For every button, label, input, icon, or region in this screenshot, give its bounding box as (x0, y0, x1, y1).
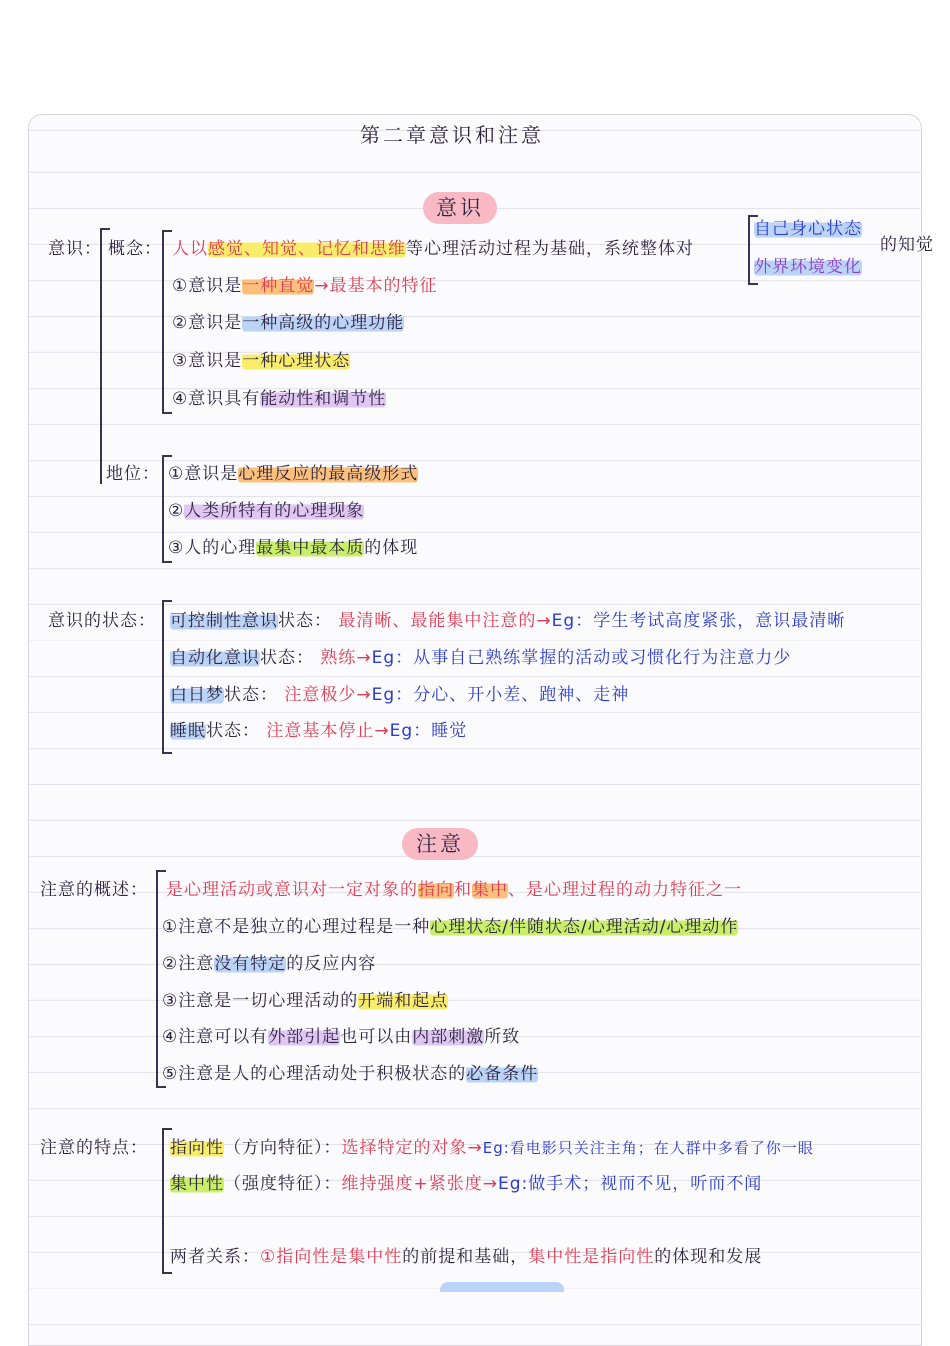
concept-suffix: 的知觉 (880, 235, 934, 255)
state-row-4: 睡眠状态： 注意基本停止→Eg：睡觉 (170, 721, 468, 741)
state-row-1: 可控制性意识状态： 最清晰、最能集中注意的→Eg：学生考试高度紧张，意识最清晰 (170, 611, 846, 631)
object-self-state: 自己身心状态 (754, 219, 862, 239)
concept-label: 概念： (108, 239, 162, 259)
state-row-3: 白日梦状态： 注意极少→Eg：分心、开小差、跑神、走神 (170, 685, 630, 705)
concept-definition: 人以感觉、知觉、记忆和思维等心理活动过程为基础，系统整体对 (172, 239, 694, 259)
page-title: 第二章意识和注意 (360, 123, 544, 147)
section-pill-consciousness: 意识 (423, 192, 497, 224)
overview-definition: 是心理活动或意识对一定对象的指向和集中、是心理过程的动力特征之一 (166, 880, 742, 900)
position-item-3: ③人的心理最集中最本质的体现 (168, 538, 419, 558)
overview-label: 注意的概述： (40, 880, 148, 900)
concept-bracket (162, 230, 172, 414)
overview-item-2: ②注意没有特定的反应内容 (162, 954, 377, 974)
object-environment: 外界环境变化 (754, 257, 862, 277)
feature-relation: 两者关系：①指向性是集中性的前提和基础，集中性是指向性的体现和发展 (170, 1247, 763, 1267)
concept-item-3: ③意识是一种心理状态 (172, 351, 351, 371)
feature-row-2: 集中性（强度特征）：维持强度+紧张度→Eg:做手术；视而不见，听而不闻 (170, 1174, 763, 1194)
states-label: 意识的状态： (48, 611, 156, 631)
position-label: 地位： (106, 464, 160, 484)
concept-item-4: ④意识具有能动性和调节性 (172, 389, 387, 409)
overview-bracket (156, 870, 166, 1088)
state-row-2: 自动化意识状态： 熟练→Eg：从事自己熟练掌握的活动或习惯化行为注意力少 (170, 648, 792, 668)
concept-item-2: ②意识是一种高级的心理功能 (172, 313, 405, 333)
position-item-2: ②人类所特有的心理现象 (168, 501, 365, 521)
next-section-pill-partial (440, 1282, 564, 1292)
position-item-1: ①意识是心理反应的最高级形式 (168, 464, 419, 484)
consciousness-bracket (100, 228, 110, 484)
concept-item-1: ①意识是一种直觉→最基本的特征 (172, 276, 438, 296)
features-label: 注意的特点： (40, 1138, 148, 1158)
overview-item-4: ④注意可以有外部引起也可以由内部刺激所致 (162, 1027, 521, 1047)
section-pill-attention: 注意 (402, 828, 478, 860)
consciousness-label: 意识： (48, 239, 102, 259)
overview-item-5: ⑤注意是人的心理活动处于积极状态的必备条件 (162, 1064, 539, 1084)
feature-row-1: 指向性（方向特征）：选择特定的对象→Eg:看电影只关注主角；在人群中多看了你一眼 (170, 1138, 814, 1158)
overview-item-3: ③注意是一切心理活动的开端和起点 (162, 991, 449, 1011)
overview-item-1: ①注意不是独立的心理过程是一种心理状态/伴随状态/心理活动/心理动作 (162, 917, 739, 937)
